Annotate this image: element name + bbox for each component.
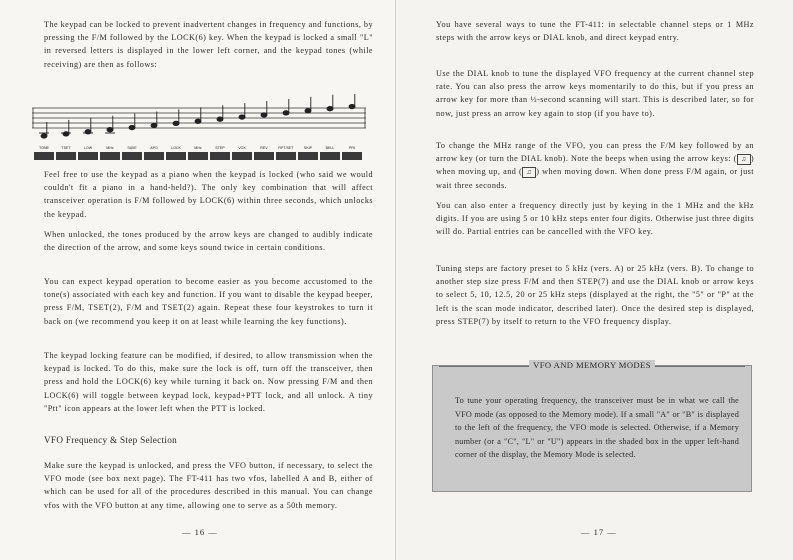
key-label: APO: [150, 146, 158, 150]
key-label: MHz: [106, 146, 114, 150]
box-title: VFO AND MEMORY MODES: [529, 360, 655, 370]
key-box: [100, 152, 120, 160]
key-box: [78, 152, 98, 160]
key-box: [34, 152, 54, 160]
key-label: SKIP: [303, 146, 313, 150]
note-head: [41, 134, 47, 138]
key-box: [320, 152, 340, 160]
key-label: TSET: [61, 146, 71, 150]
keypad-lock-paragraph: The keypad can be locked to prevent inadvertent changes in frequency and functions, by pressing the F/M followed by the LOCK(6) key. When the keypad is locked a small "L" in reversed letters is displayed in the lower left corner, and the keypad tones (while receiving) are then as follows:: [44, 20, 373, 69]
piano-paragraph: Feel free to use the keypad as a piano when the keypad is locked (who said we would couldn't fit a piano in a hand-held?). The only key combination that will affect transceiver operation is F/M followed by LOCK(6) within three seconds, which unlocks the keypad.: [44, 170, 373, 219]
mhz-text-a: To change the MHz range of the VFO, you can press the F/M key followed by an arrow key (or turn the DIAL knob). Note the beeps when using the arrow keys: (: [436, 141, 754, 164]
key-label: PRI: [349, 146, 355, 150]
key-box: [144, 152, 164, 160]
beep-up-icon: ♫: [737, 154, 751, 165]
note-head: [151, 123, 157, 127]
key-box: [298, 152, 318, 160]
note-head: [239, 115, 245, 119]
note-head: [305, 109, 311, 113]
note-head: [63, 132, 69, 136]
left-page: [0, 0, 395, 560]
key-box: [188, 152, 208, 160]
lock-modify-paragraph: The keypad locking feature can be modified, if desired, to allow transmission when the keypad is locked. To do this, make sure the lock is off, turn off the transceiver, then press and hold the LOCK(6) key while turning it back on. Now pressing F/M and then LOCK(6) will toggle between keypad lock, keypad+PTT lock, and all unlock. A tiny "Ptt" icon appears at the lower left when the PTT is locked.: [44, 351, 373, 413]
note-head: [217, 117, 223, 121]
box-text: To tune your operating frequency, the transceiver must be in what we call the VFO mode (as opposed to the Memory mode). If a small "A" or "B" is displayed to the left of the frequency, the VFO mode is selected. Otherwise, if a Memory number (or a "C", "L" or "U") appears in the shaded box in the upper left-hand corner of the display, the Memory Mode is selected.: [455, 396, 739, 460]
tuning-steps-paragraph: Tuning steps are factory preset to 5 kHz (vers. A) or 25 kHz (vers. B). To change to another step size press F/M and then STEP(7) and use the DIAL knob or arrow keys to select 5, 10, 12.5, 20 or 25 kHz steps (displayed at the right, the "5" or "P" at the left is the scan mode indicator, described later). Once the desired step is displayed, press STEP(7) by itself to return to the VFO frequency display.: [436, 264, 754, 326]
note-head: [129, 125, 135, 129]
dial-paragraph: Use the DIAL knob to tune the displayed VFO frequency at the current channel step rate. You can also press the arrow keys momentarily to do this, but if you press an arrow key for more than ½-second scanning will start. This is described later, so for now, just press an arrow key again to stop (if you have to).: [436, 69, 754, 118]
key-box: [276, 152, 296, 160]
tune-ways-paragraph: You have several ways to tune the FT-411: in selectable channel steps or 1 MHz steps with the arrow keys or DIAL knob, and direct keypad entry.: [436, 20, 754, 43]
music-notes: [39, 94, 355, 138]
key-box: [342, 152, 362, 160]
beep-down-icon: ♫: [522, 167, 536, 178]
mhz-text-b: ) when moving up, and (: [436, 154, 754, 177]
beeper-paragraph: You can expect keypad operation to become easier as you become accustomed to the tone(s) associated with each key and function. If you want to disable the keypad beeper, press F/M, TSET(2), F/M and TSET(2) again. Repeat these four keystrokes to turn it back on (we recommend you keep it on at least while learning the key functions).: [44, 277, 373, 326]
vfo-paragraph: Make sure the keypad is unlocked, and press the VFO button, if necessary, to select the VFO mode (see box next page). The FT-411 has two vfos, labelled A and B, either of which can be used for all of the procedures described in this manual. You can change vfos with the VFO button at any time, allowing one to serve as a 50th memory.: [44, 461, 373, 510]
note-head: [107, 128, 113, 132]
mhz-range-paragraph: [436, 139, 754, 192]
key-label: MHz: [194, 146, 202, 150]
key-label: RPT/SET: [278, 146, 294, 150]
note-head: [173, 121, 179, 125]
key-label: TONE: [39, 146, 49, 150]
vfo-section-heading: VFO Frequency & Step Selection: [44, 435, 178, 445]
note-head: [327, 107, 333, 111]
arrow-tones-paragraph: When unlocked, the tones produced by the arrow keys are changed to audibly indicate the direction of the arrow, and some keys sound twice in certain conditions.: [44, 230, 373, 253]
note-head: [283, 111, 289, 115]
page-number-right: — 17 —: [581, 527, 617, 537]
key-box: [232, 152, 252, 160]
key-label: LOCK: [171, 146, 181, 150]
note-head: [261, 113, 267, 117]
music-staff-figure: [32, 94, 366, 164]
key-label-row: [34, 146, 362, 160]
key-label: SAVE: [127, 146, 137, 150]
note-head: [349, 104, 355, 108]
key-label: STEP: [215, 146, 225, 150]
vfo-memory-box: [432, 360, 752, 492]
key-label: REV: [260, 146, 268, 150]
page-number-left: — 16 —: [182, 527, 218, 537]
key-box: [254, 152, 274, 160]
key-box: [210, 152, 230, 160]
key-label: LOW: [83, 146, 93, 150]
key-box: [122, 152, 142, 160]
mhz-text-c: ) when moving down. When done press F/M again, or just wait three seconds.: [436, 167, 754, 190]
direct-entry-paragraph: You can also enter a frequency directly just by keying in the 1 MHz and the kHz digits. If you are using 5 or 10 kHz steps enter four digits. Otherwise just three digits will do. Partial entries can be cancelled with the VFO key.: [436, 201, 754, 237]
note-head: [195, 119, 201, 123]
key-box: [166, 152, 186, 160]
key-box: [56, 152, 76, 160]
key-label: VOX: [238, 146, 246, 150]
right-page: [395, 0, 793, 560]
key-label: BELL: [325, 146, 335, 150]
